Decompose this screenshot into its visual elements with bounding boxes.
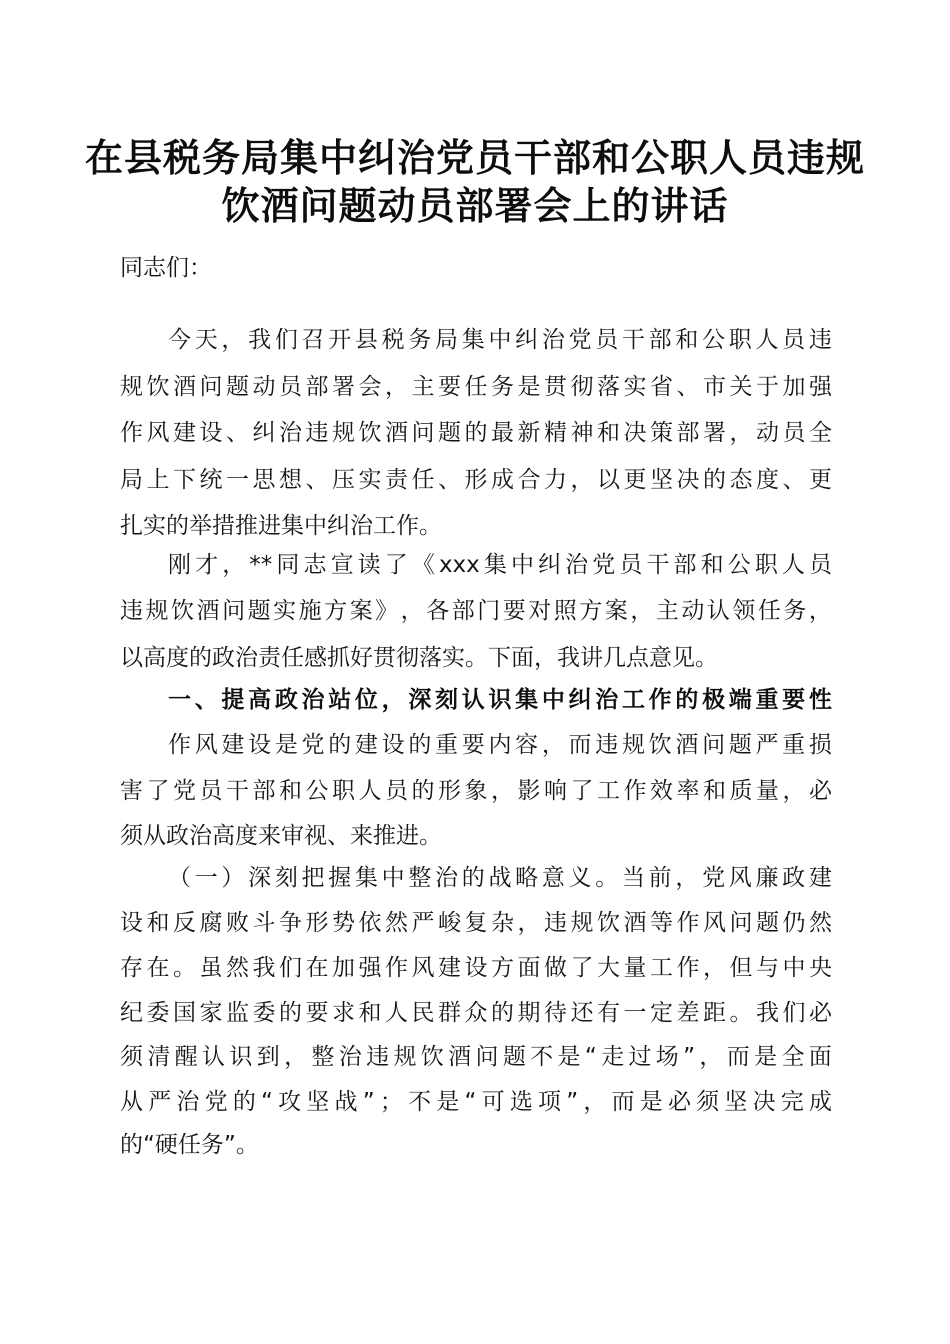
body-line: 害 了 党 员 干 部 和 公 职 人 员 的 形 象 ， 影 响 了 工 作 效 率 和 质 量 ， 必 [120, 778, 832, 804]
body-line: 从 严 治 党 的 “ 攻 坚 战 ” ； 不 是 “ 可 选 项 ” ， 而 是 必 须 坚 决 完 成 [120, 1089, 832, 1115]
body-line: 局 上 下 统 一 思 想 、 压 实 责 任 、 形 成 合 力 ， 以 更 坚 决 的 态 度 、 更 [120, 467, 832, 493]
body-line: 存 在 。 虽 然 我 们 在 加 强 作 风 建 设 方 面 做 了 大 量 工 作 ， 但 与 中 央 [120, 955, 832, 981]
body-line: 设 和 反 腐 败 斗 争 形 势 依 然 严 峻 复 杂 ， 违 规 饮 酒 等 作 风 问 题 仍 然 [120, 910, 832, 936]
body-line: 纪 委 国 家 监 委 的 要 求 和 人 民 群 众 的 期 待 还 有 一 定 差 距 。 我 们 必 [120, 1000, 832, 1026]
salutation: 同志们： [120, 255, 212, 281]
body-line: 以高度的政治责任感抓好贯彻落实。下面，我讲几点意见。 [120, 645, 718, 671]
body-line: 扎实的举措推进集中纠治工作。 [120, 513, 442, 539]
body-line: 须从政治高度来审视、来推进。 [120, 823, 442, 849]
body-line: 须 清 醒 认 识 到 ， 整 治 违 规 饮 酒 问 题 不 是 “ 走 过 场 ” ， 而 是 全 面 [120, 1044, 832, 1070]
body-line: 的“硬任务”。 [120, 1132, 259, 1158]
body-line: 今 天 ， 我 们 召 开 县 税 务 局 集 中 纠 治 党 员 干 部 和 公 职 人 员 违 [168, 327, 832, 353]
body-line: 规 饮 酒 问 题 动 员 部 署 会 ， 主 要 任 务 是 贯 彻 落 实 省 、 市 关 于 加 强 [120, 374, 832, 400]
document-title-line-2: 饮酒问题动员部署会上的讲话 [221, 183, 729, 228]
section-heading: 一 、 提 高 政 治 站 位 ， 深 刻 认 识 集 中 纠 治 工 作 的 极 端 重 要 性 [168, 687, 832, 713]
body-line: （ 一 ） 深 刻 把 握 集 中 整 治 的 战 略 意 义 。 当 前 ， 党 风 廉 政 建 [168, 865, 832, 891]
body-line: 作 风 建 设 是 党 的 建 设 的 重 要 内 容 ， 而 违 规 饮 酒 问 题 严 重 损 [168, 732, 832, 758]
body-line: 作 风 建 设 、 纠 治 违 规 饮 酒 问 题 的 最 新 精 神 和 决 策 部 署 ， 动 员 全 [120, 420, 832, 446]
body-line: 违 规 饮 酒 问 题 实 施 方 案 》 ， 各 部 门 要 对 照 方 案 ， 主 动 认 领 任 务 ， [120, 598, 832, 624]
document-title-line-1: 在县税务局集中纠治党员干部和公职人员违规 [84, 135, 865, 180]
body-line: 刚 才 ， ** 同 志 宣 读 了 《 xxx 集 中 纠 治 党 员 干 部 和 公 职 人 员 [168, 552, 832, 578]
